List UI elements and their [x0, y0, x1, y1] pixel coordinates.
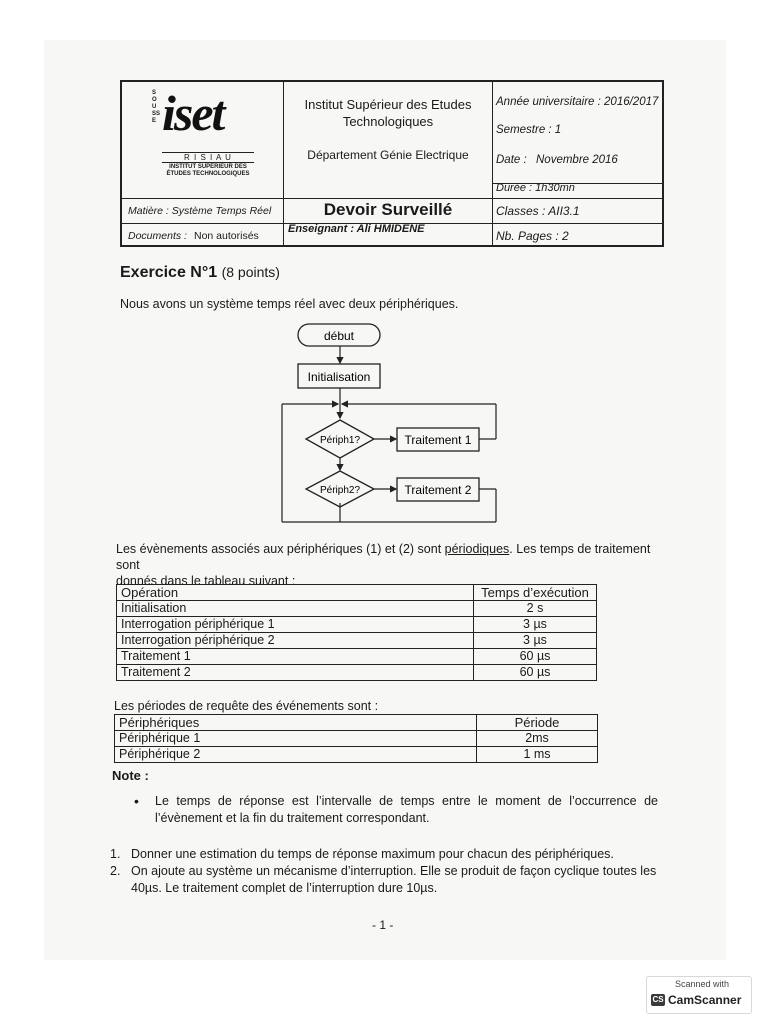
- question-1: Donner une estimation du temps de réponse maximum pour chacun des périphériques.: [131, 847, 614, 861]
- camscanner-icon: CS: [652, 995, 664, 1004]
- note-line-2: l’évènement et la fin du traitement correspondant.: [155, 811, 430, 825]
- semester: Semestre : 1: [496, 124, 562, 136]
- table-cell: 60 µs: [474, 649, 597, 665]
- table-cell: 60 µs: [474, 665, 597, 681]
- question-2-line-1: On ajoute au système un mécanisme d’interruption. Elle se produit de façon cyclique toutes les: [131, 864, 657, 878]
- table-cell: Interrogation périphérique 1: [117, 617, 474, 633]
- table-row: [117, 617, 597, 633]
- table-cell: 2 s: [474, 601, 597, 617]
- periph1-label: Périph1?: [319, 435, 361, 446]
- paragraph-periodic: Les évènements associés aux périphériques (1) et (2) sont périodiques. Les temps de traitement sont donnés dans le tableau suivant :: [116, 542, 651, 588]
- institute-name: Institut Supérieur des Etudes Technologiques: [304, 97, 472, 129]
- question-1-number: 1.: [110, 847, 121, 861]
- note-line-1: Le temps de réponse est l’intervalle de temps entre le moment de l’occurrence de: [155, 794, 658, 808]
- subject: Matière : Système Temps Réel: [128, 205, 272, 217]
- period-table: [114, 714, 598, 763]
- execution-time-table: [116, 584, 597, 681]
- traitement2-label: Traitement 2: [404, 483, 472, 497]
- start-label: début: [323, 329, 355, 343]
- paragraph-periods: Les périodes de requête des événements sont :: [114, 699, 379, 713]
- logo-text: iset: [162, 85, 224, 141]
- iset-logo: [162, 85, 254, 148]
- logo-side-text: SOUSSE: [152, 90, 161, 124]
- date-value: Novembre 2016: [536, 154, 618, 166]
- table-cell: Périphérique 1: [115, 731, 477, 747]
- page-number: - 1 -: [372, 918, 394, 932]
- exercise-intro: Nous avons un système temps réel avec deux périphériques.: [120, 297, 459, 311]
- table-header-row: [115, 715, 598, 731]
- table-cell: 2ms: [477, 731, 598, 747]
- documents-value: Non autorisés: [194, 230, 259, 242]
- table-cell: 1 ms: [477, 747, 598, 763]
- exercise-points: (8 points): [221, 264, 280, 280]
- table-cell: Traitement 1: [117, 649, 474, 665]
- teacher: Enseignant : Ali HMIDENE: [288, 223, 425, 235]
- camscanner-watermark: [646, 976, 752, 1014]
- init-label: Initialisation: [307, 370, 371, 384]
- scanner-line-1: Scanned with: [675, 979, 730, 989]
- logo-caption: INSTITUT SUPÉRIEUR DES ÉTUDES TECHNOLOGIQUES: [166, 164, 250, 177]
- table-cell: 3 µs: [474, 633, 597, 649]
- document-title: Devoir Surveillé: [323, 200, 453, 219]
- logo-city: R I S I A U: [162, 152, 254, 163]
- traitement1-label: Traitement 1: [404, 433, 472, 447]
- table-row: [117, 601, 597, 617]
- date-label: Date :: [496, 154, 527, 166]
- table-cell: Traitement 2: [117, 665, 474, 681]
- periph2-label: Périph2?: [319, 485, 361, 496]
- table-cell: 3 µs: [474, 617, 597, 633]
- header-period: Période: [477, 715, 598, 731]
- page-count: Nb. Pages : 2: [496, 229, 569, 243]
- documents-label: Documents :: [128, 230, 187, 242]
- table-row: [115, 731, 598, 747]
- note-label: Note :: [112, 768, 149, 783]
- header-operation: Opération: [117, 585, 474, 601]
- table-row: [117, 649, 597, 665]
- table-cell: Périphérique 2: [115, 747, 477, 763]
- academic-year: Année universitaire : 2016/2017: [496, 96, 659, 108]
- table-row: [117, 633, 597, 649]
- question-2-line-2: 40µs. Le traitement complet de l’interruption dure 10µs.: [131, 881, 438, 895]
- table-header-row: [117, 585, 597, 601]
- classes: Classes : AII3.1: [496, 204, 580, 218]
- exercise-title: Exercice N°1 (8 points): [120, 264, 280, 281]
- department: Département Génie Electrique: [307, 148, 469, 162]
- scanner-line-2: CamScanner: [668, 993, 742, 1007]
- flowchart: [270, 318, 510, 530]
- table-cell: Interrogation périphérique 2: [117, 633, 474, 649]
- table-row: [117, 665, 597, 681]
- table-row: [115, 747, 598, 763]
- question-2-number: 2.: [110, 864, 121, 878]
- header-peripherals: Périphériques: [115, 715, 477, 731]
- header-exec-time: Temps d’exécution: [474, 585, 597, 601]
- header-table: [120, 80, 664, 247]
- bullet-icon: •: [134, 793, 139, 809]
- duration: Durée : 1h30mn: [496, 182, 575, 194]
- table-cell: Initialisation: [117, 601, 474, 617]
